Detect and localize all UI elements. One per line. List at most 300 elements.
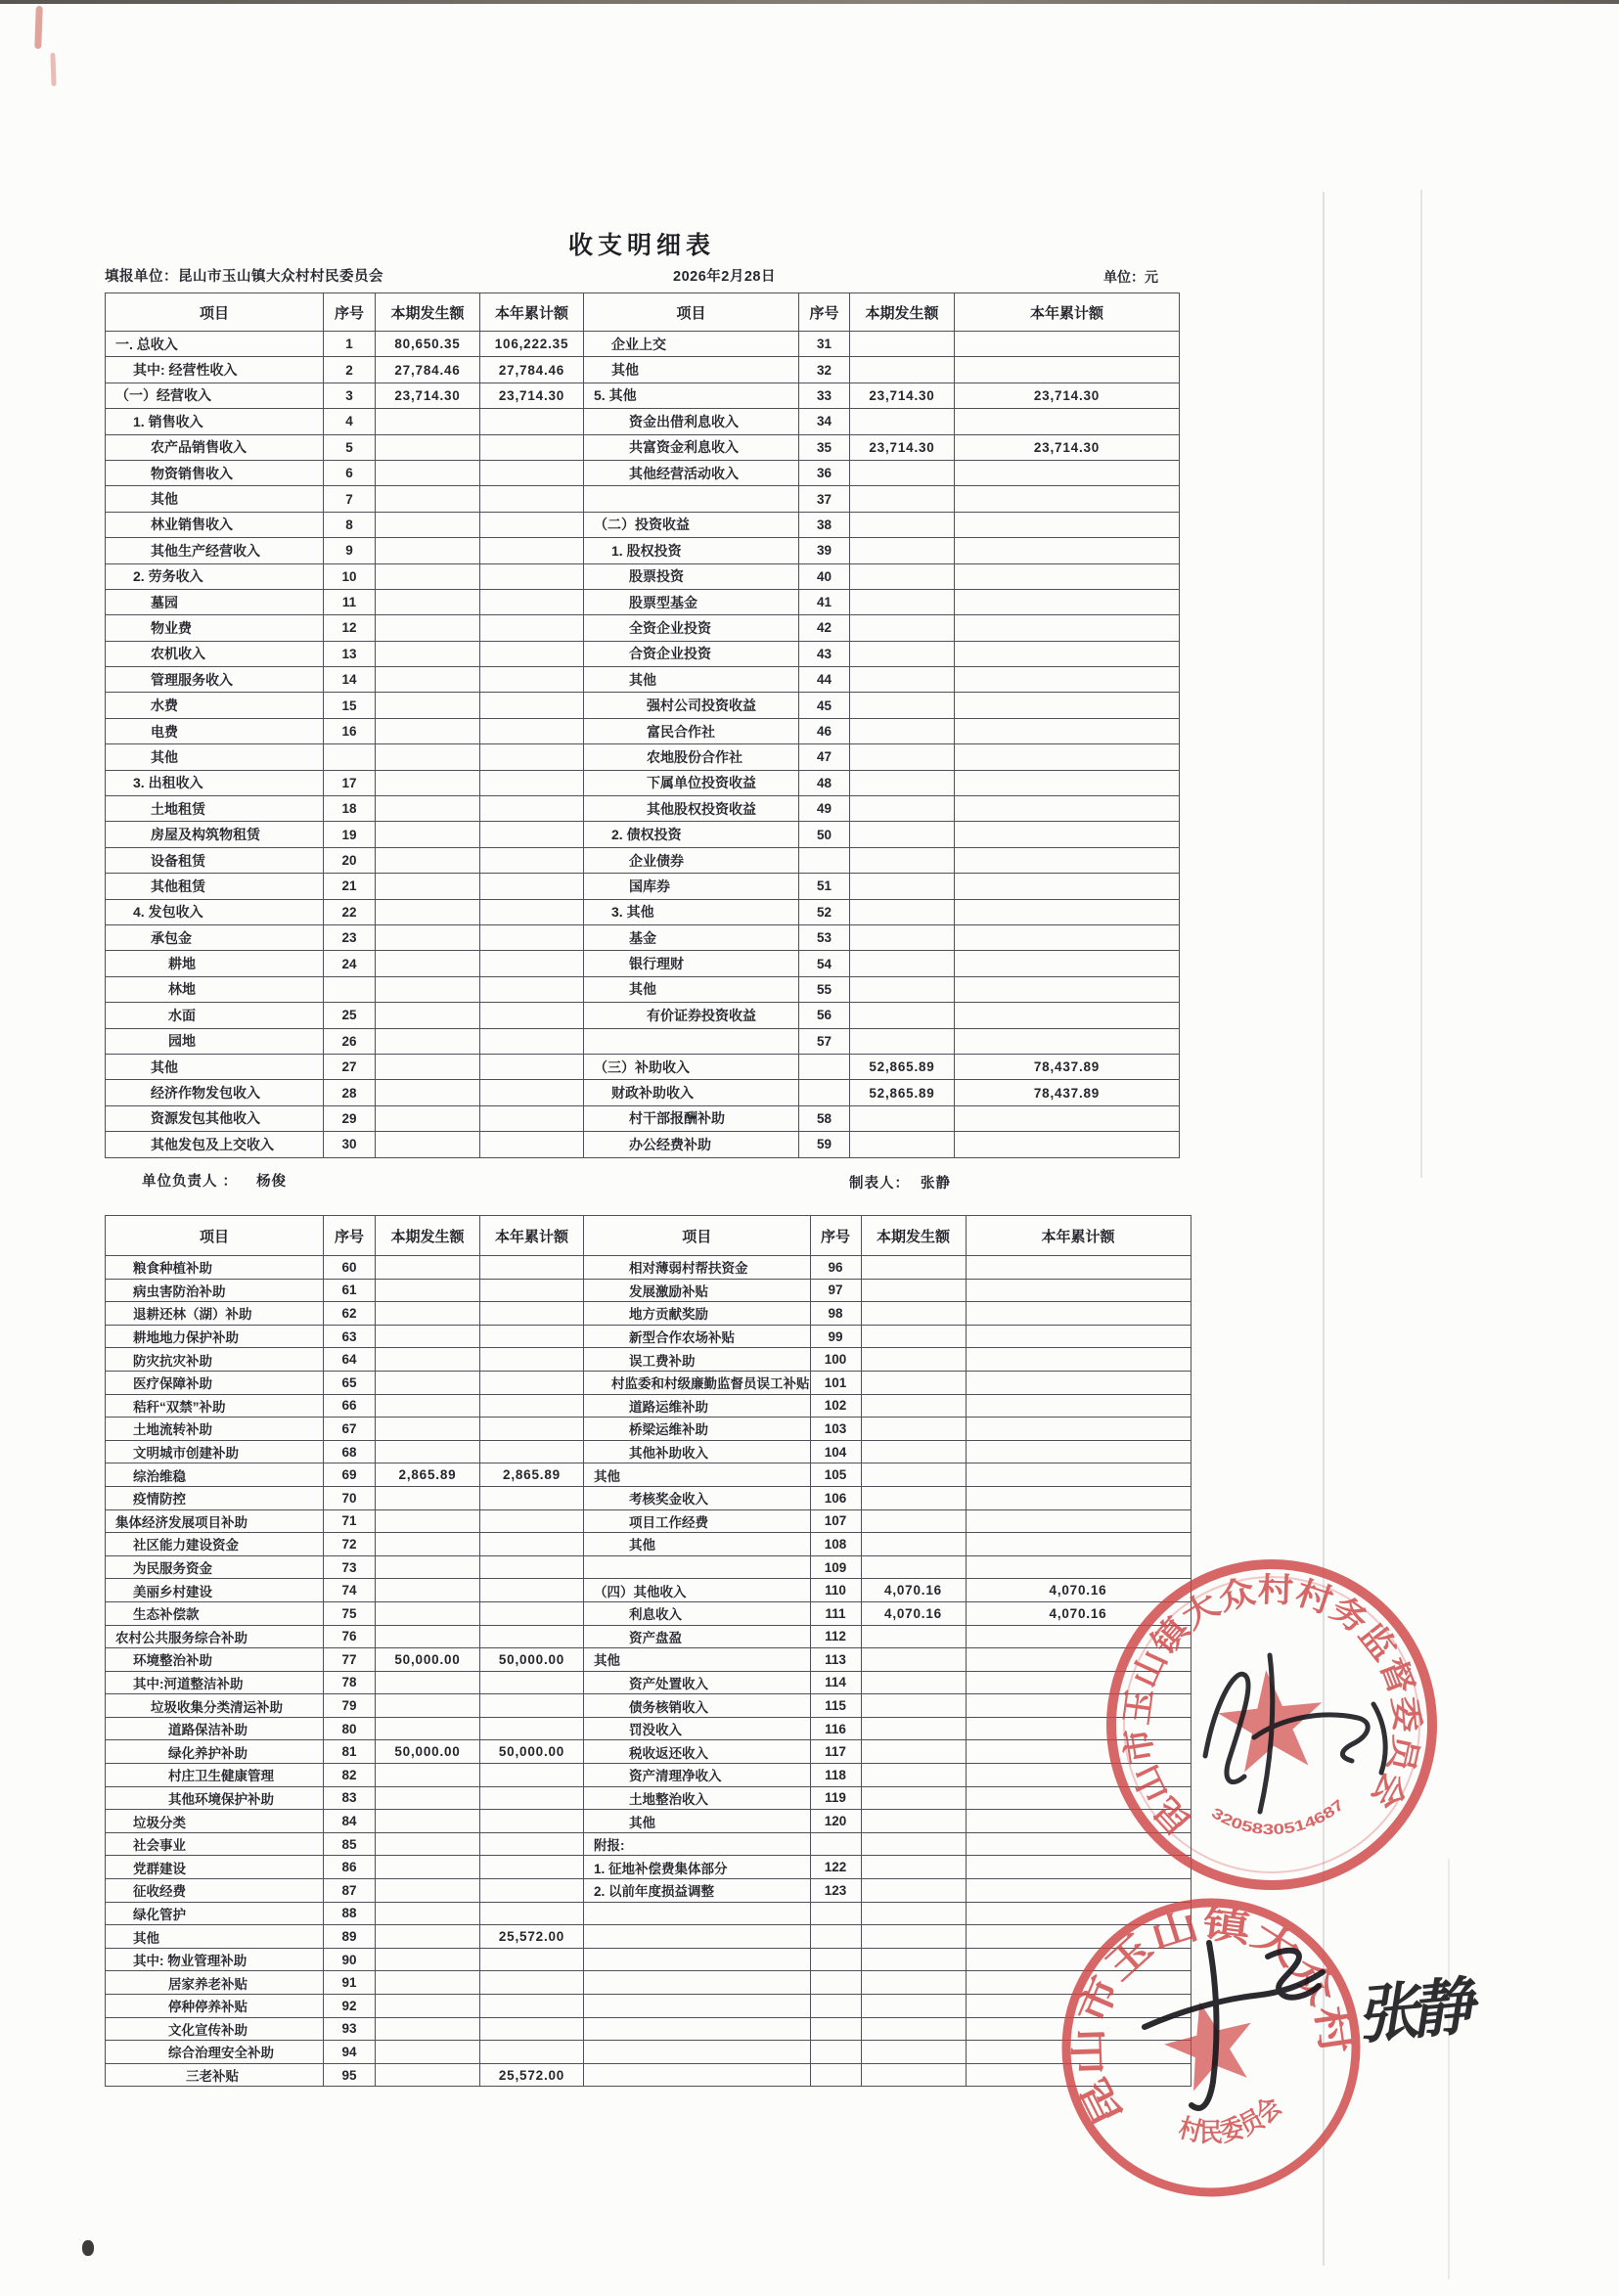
amount-cell: 50,000.00: [376, 1648, 480, 1672]
amount-cell: [966, 1925, 1191, 1949]
amount-cell: [480, 1555, 584, 1579]
table-row: [106, 951, 1180, 976]
amount-cell: [480, 770, 584, 795]
amount-cell: [850, 1132, 955, 1157]
item-cell: 综治维稳: [106, 1463, 324, 1487]
amount-cell: [480, 409, 584, 434]
amount-cell: [376, 1054, 480, 1079]
item-cell: 税收返还收入: [584, 1740, 811, 1764]
amount-cell: [376, 693, 480, 718]
amount-cell: [966, 1533, 1191, 1556]
table-row: [106, 1486, 1192, 1509]
amount-cell: [955, 899, 1180, 924]
table-row: [106, 1764, 1192, 1787]
item-cell: 道路运维补助: [584, 1394, 811, 1418]
amount-cell: [861, 1740, 966, 1764]
amount-cell: [861, 1810, 966, 1833]
amount-cell: 23,714.30: [850, 434, 955, 460]
item-cell: [584, 1948, 811, 1971]
amount-cell: 52,865.89: [850, 1080, 955, 1105]
table-row: [106, 1625, 1192, 1648]
item-cell: 村干部报酬补助: [584, 1105, 799, 1131]
item-cell: 其他: [584, 1463, 811, 1487]
table-row: [106, 486, 1180, 512]
seq-cell: 23: [324, 924, 376, 950]
amount-cell: [850, 951, 955, 976]
table-row: [106, 538, 1180, 563]
amount-cell: 23,714.30: [955, 434, 1180, 460]
item-cell: 农地股份合作社: [584, 744, 799, 770]
responsible-name: 杨俊: [256, 1174, 288, 1190]
item-cell: 其他股权投资收益: [584, 796, 799, 822]
seq-cell: 49: [799, 796, 850, 822]
seq-cell: 11: [324, 589, 376, 614]
amount-cell: [376, 1810, 480, 1833]
table-row: [106, 512, 1180, 537]
item-cell: 其他: [584, 1533, 811, 1556]
amount-cell: [861, 2041, 966, 2064]
seq-cell: 25: [324, 1003, 376, 1028]
item-cell: 文明城市创建补助: [106, 1440, 324, 1463]
item-cell: 附报:: [584, 1832, 811, 1856]
amount-cell: [966, 1740, 1191, 1764]
item-cell: 文化宣传补助: [106, 2017, 324, 2041]
amount-cell: [376, 976, 480, 1002]
item-cell: 土地整治收入: [584, 1786, 811, 1810]
seq-cell: 30: [324, 1132, 376, 1157]
item-cell: 秸秆“双禁”补助: [106, 1394, 324, 1418]
item-cell: 墓园: [106, 589, 324, 614]
seq-cell: 117: [810, 1740, 861, 1764]
amount-cell: [861, 1394, 966, 1418]
seq-cell: 107: [810, 1509, 861, 1533]
amount-cell: [955, 770, 1180, 795]
amount-cell: [850, 924, 955, 950]
item-cell: 垃圾收集分类清运补助: [106, 1694, 324, 1718]
amount-cell: [861, 1671, 966, 1694]
item-cell: [584, 2041, 811, 2064]
amount-cell: [480, 1971, 584, 1995]
seq-cell: [810, 2017, 861, 2041]
amount-cell: [966, 1348, 1191, 1372]
seq-cell: [810, 1948, 861, 1971]
table-row: [106, 1348, 1192, 1372]
item-cell: 企业债券: [584, 847, 799, 873]
amount-cell: [376, 1509, 480, 1533]
item-cell: 财政补助收入: [584, 1080, 799, 1105]
item-cell: 误工费补助: [584, 1348, 811, 1372]
amount-cell: [966, 1648, 1191, 1672]
amount-cell: [861, 1486, 966, 1509]
amount-cell: [955, 589, 1180, 614]
item-cell: （三）补助收入: [584, 1054, 799, 1079]
amount-cell: [966, 2017, 1191, 2041]
amount-cell: [955, 847, 1180, 873]
seq-cell: [324, 744, 376, 770]
item-cell: 绿化管护: [106, 1902, 324, 1925]
seq-cell: 18: [324, 796, 376, 822]
seq-cell: 24: [324, 951, 376, 976]
amount-cell: [850, 874, 955, 899]
amount-cell: [850, 615, 955, 641]
table-row: [106, 434, 1180, 460]
item-cell: 其他: [106, 744, 324, 770]
table-row: [106, 899, 1180, 924]
amount-cell: 4,070.16: [861, 1579, 966, 1602]
red-ink-artifact: [34, 6, 43, 49]
table-row: [106, 1902, 1192, 1925]
item-cell: 其他: [584, 667, 799, 693]
amount-cell: [376, 1925, 480, 1949]
amount-cell: [376, 874, 480, 899]
seq-cell: 122: [810, 1856, 861, 1879]
amount-cell: [480, 744, 584, 770]
seq-cell: 103: [810, 1418, 861, 1441]
amount-cell: [376, 1325, 480, 1348]
item-cell: 1. 征地补偿费集体部分: [584, 1856, 811, 1879]
table-row: [106, 1925, 1192, 1949]
item-cell: 其他经营活动收入: [584, 460, 799, 485]
amount-cell: 27,784.46: [376, 357, 480, 383]
seq-cell: 101: [810, 1371, 861, 1394]
amount-cell: [480, 1003, 584, 1028]
item-cell: （四）其他收入: [584, 1579, 811, 1602]
item-cell: 2. 以前年度损益调整: [584, 1879, 811, 1903]
item-cell: 罚没收入: [584, 1717, 811, 1740]
column-header: 项目: [584, 1216, 811, 1256]
amount-cell: [480, 1080, 584, 1105]
column-header: 项目: [106, 293, 324, 332]
amount-cell: [966, 1786, 1191, 1810]
amount-cell: [861, 1995, 966, 2018]
table-row: [106, 1671, 1192, 1694]
amount-cell: [376, 770, 480, 795]
amount-cell: [480, 693, 584, 718]
seq-cell: 83: [324, 1786, 376, 1810]
amount-cell: [376, 718, 480, 743]
seq-cell: 57: [799, 1028, 850, 1054]
item-cell: 企业上交: [584, 332, 799, 357]
item-cell: 水费: [106, 693, 324, 718]
item-cell: 桥梁运维补助: [584, 1418, 811, 1441]
seq-cell: 50: [799, 822, 850, 847]
amount-cell: [480, 1054, 584, 1079]
item-cell: 其他: [584, 1810, 811, 1833]
amount-cell: [966, 1671, 1191, 1694]
amount-cell: [480, 615, 584, 641]
seq-cell: 114: [810, 1671, 861, 1694]
committee-stamp-bottom-text: 村民委员会: [1175, 2089, 1290, 2148]
amount-cell: [480, 1856, 584, 1879]
amount-cell: [850, 693, 955, 718]
item-cell: 银行理财: [584, 951, 799, 976]
amount-cell: [955, 822, 1180, 847]
amount-cell: [480, 1948, 584, 1971]
table-row: [106, 1948, 1192, 1971]
seq-cell: 42: [799, 615, 850, 641]
column-header: 序号: [324, 293, 376, 332]
amount-cell: [376, 1856, 480, 1879]
seq-cell: 91: [324, 1971, 376, 1995]
table-row: [106, 874, 1180, 899]
amount-cell: [861, 1348, 966, 1372]
item-cell: 党群建设: [106, 1856, 324, 1879]
item-cell: [584, 486, 799, 512]
amount-cell: 27,784.46: [480, 357, 584, 383]
item-cell: 3. 其他: [584, 899, 799, 924]
preparer-label: 制表人：: [849, 1176, 910, 1192]
item-cell: 村监委和村级廉勤监督员误工补贴: [584, 1371, 811, 1394]
seq-cell: 36: [799, 460, 850, 485]
seq-cell: 41: [799, 589, 850, 614]
seq-cell: 8: [324, 512, 376, 537]
amount-cell: 25,572.00: [480, 1925, 584, 1949]
currency-unit-label: 单位：元: [1103, 269, 1158, 285]
amount-cell: 23,714.30: [955, 383, 1180, 408]
income-table-lower: [105, 1215, 1192, 2087]
amount-cell: [376, 1256, 480, 1280]
column-header: 本期发生额: [861, 1216, 966, 1256]
seq-cell: 47: [799, 744, 850, 770]
amount-cell: [861, 1786, 966, 1810]
item-cell: 3. 出租收入: [106, 770, 324, 795]
amount-cell: [480, 1371, 584, 1394]
table-row: [106, 770, 1180, 795]
column-header: 序号: [810, 1216, 861, 1256]
amount-cell: [480, 1105, 584, 1131]
item-cell: 粮食种植补助: [106, 1256, 324, 1280]
table-row: [106, 847, 1180, 873]
amount-cell: [955, 744, 1180, 770]
supervision-stamp-ring-text: 昆山市玉山镇大众村村务监督委员会: [1117, 1571, 1425, 1842]
item-cell: [584, 1925, 811, 1949]
amount-cell: [480, 1717, 584, 1740]
amount-cell: [966, 1971, 1191, 1995]
seq-cell: 81: [324, 1740, 376, 1764]
amount-cell: [861, 1371, 966, 1394]
seq-cell: 53: [799, 924, 850, 950]
seq-cell: 96: [810, 1256, 861, 1280]
seq-cell: [810, 1995, 861, 2018]
item-cell: 其他发包及上交收入: [106, 1132, 324, 1157]
table-row: [106, 1028, 1180, 1054]
seq-cell: 29: [324, 1105, 376, 1131]
amount-cell: [376, 1671, 480, 1694]
amount-cell: [850, 486, 955, 512]
amount-cell: [850, 770, 955, 795]
amount-cell: [480, 589, 584, 614]
table-row: [106, 796, 1180, 822]
item-cell: 考核奖金收入: [584, 1486, 811, 1509]
amount-cell: [376, 1764, 480, 1787]
seq-cell: 15: [324, 693, 376, 718]
item-cell: 2. 债权投资: [584, 822, 799, 847]
amount-cell: [480, 718, 584, 743]
amount-cell: [861, 1256, 966, 1280]
item-cell: 社区能力建设资金: [106, 1533, 324, 1556]
column-header: 本年累计额: [966, 1216, 1191, 1256]
table-row: [106, 2017, 1192, 2041]
seq-cell: 65: [324, 1371, 376, 1394]
amount-cell: [376, 641, 480, 666]
amount-cell: 4,070.16: [861, 1601, 966, 1625]
seq-cell: [799, 1080, 850, 1105]
amount-cell: [480, 1394, 584, 1418]
preparer-line: [849, 1172, 951, 1193]
amount-cell: [480, 2017, 584, 2041]
amount-cell: [966, 2041, 1191, 2064]
item-cell: 一. 总收入: [106, 332, 324, 357]
amount-cell: [376, 589, 480, 614]
seq-cell: 67: [324, 1418, 376, 1441]
amount-cell: [966, 1555, 1191, 1579]
table-row: [106, 1786, 1192, 1810]
table-row: [106, 357, 1180, 383]
amount-cell: [480, 899, 584, 924]
amount-cell: [376, 1832, 480, 1856]
table-row: [106, 409, 1180, 434]
amount-cell: [376, 1948, 480, 1971]
seq-cell: 19: [324, 822, 376, 847]
item-cell: 其他生产经营收入: [106, 538, 324, 563]
item-cell: 病虫害防治补助: [106, 1279, 324, 1302]
seq-cell: 80: [324, 1717, 376, 1740]
amount-cell: [861, 2017, 966, 2041]
seq-cell: 34: [799, 409, 850, 434]
item-cell: [584, 1555, 811, 1579]
item-cell: 债务核销收入: [584, 1694, 811, 1718]
amount-cell: [955, 409, 1180, 434]
svg-text:村民委员会: [1169, 2089, 1291, 2158]
item-cell: 股票型基金: [584, 589, 799, 614]
amount-cell: [850, 822, 955, 847]
seq-cell: 113: [810, 1648, 861, 1672]
amount-cell: [480, 460, 584, 485]
amount-cell: [861, 1418, 966, 1441]
seq-cell: [810, 2063, 861, 2087]
amount-cell: [376, 460, 480, 485]
amount-cell: [376, 1394, 480, 1418]
amount-cell: [966, 1440, 1191, 1463]
item-cell: 经济作物发包收入: [106, 1080, 324, 1105]
item-cell: 其他: [106, 1925, 324, 1949]
item-cell: 其他: [584, 357, 799, 383]
item-cell: 农产品销售收入: [106, 434, 324, 460]
table-row: [106, 2041, 1192, 2064]
amount-cell: [861, 1509, 966, 1533]
table-row: [106, 1555, 1192, 1579]
amount-cell: [861, 1555, 966, 1579]
seq-cell: 105: [810, 1463, 861, 1487]
amount-cell: [376, 486, 480, 512]
amount-cell: [480, 667, 584, 693]
amount-cell: [376, 667, 480, 693]
amount-cell: [480, 874, 584, 899]
table-row: [106, 1418, 1192, 1441]
seq-cell: 44: [799, 667, 850, 693]
item-cell: 退耕还林（湖）补助: [106, 1302, 324, 1326]
responsible-label: 单位负责人 ：: [142, 1174, 239, 1190]
item-cell: 疫情防控: [106, 1486, 324, 1509]
amount-cell: [861, 1279, 966, 1302]
column-header: 本年累计额: [955, 293, 1180, 332]
table-row: [106, 1533, 1192, 1556]
amount-cell: [376, 951, 480, 976]
amount-cell: [966, 1325, 1191, 1348]
amount-cell: [850, 460, 955, 485]
item-cell: 生态补偿款: [106, 1601, 324, 1625]
scan-edge-artifact: [0, 0, 1619, 4]
item-cell: 承包金: [106, 924, 324, 950]
amount-cell: [966, 1463, 1191, 1487]
amount-cell: [480, 1533, 584, 1556]
amount-cell: [966, 1902, 1191, 1925]
seq-cell: 26: [324, 1028, 376, 1054]
item-cell: 林地: [106, 976, 324, 1002]
column-header: 序号: [324, 1216, 376, 1256]
amount-cell: [376, 1302, 480, 1326]
seq-cell: 104: [810, 1440, 861, 1463]
amount-cell: [376, 1371, 480, 1394]
amount-cell: [966, 1948, 1191, 1971]
amount-cell: [861, 1325, 966, 1348]
amount-cell: [480, 847, 584, 873]
seq-cell: 88: [324, 1902, 376, 1925]
amount-cell: [861, 1925, 966, 1949]
amount-cell: [955, 874, 1180, 899]
amount-cell: [850, 409, 955, 434]
amount-cell: 80,650.35: [376, 332, 480, 357]
item-cell: 垃圾分类: [106, 1810, 324, 1833]
table-row: [106, 1463, 1192, 1487]
table-row: [106, 460, 1180, 485]
seq-cell: 75: [324, 1601, 376, 1625]
amount-cell: [480, 1302, 584, 1326]
amount-cell: [376, 1579, 480, 1602]
amount-cell: [376, 899, 480, 924]
seq-cell: 62: [324, 1302, 376, 1326]
amount-cell: [376, 847, 480, 873]
item-cell: 办公经费补助: [584, 1132, 799, 1157]
amount-cell: [480, 1348, 584, 1372]
table-row: [106, 822, 1180, 847]
item-cell: 村庄卫生健康管理: [106, 1764, 324, 1787]
seq-cell: 100: [810, 1348, 861, 1372]
seq-cell: 90: [324, 1948, 376, 1971]
amount-cell: [955, 667, 1180, 693]
seq-cell: 22: [324, 899, 376, 924]
amount-cell: 106,222.35: [480, 332, 584, 357]
seq-cell: 64: [324, 1348, 376, 1372]
amount-cell: [376, 1995, 480, 2018]
seq-cell: [810, 1971, 861, 1995]
table-row: [106, 667, 1180, 693]
seq-cell: 4: [324, 409, 376, 434]
income-table-upper: [105, 293, 1180, 1158]
amount-cell: [861, 1971, 966, 1995]
item-cell: 新型合作农场补贴: [584, 1325, 811, 1348]
column-header: 本期发生额: [850, 293, 955, 332]
amount-cell: [480, 1832, 584, 1856]
amount-cell: 4,070.16: [966, 1579, 1191, 1602]
amount-cell: [376, 1440, 480, 1463]
table-row: [106, 693, 1180, 718]
amount-cell: [376, 563, 480, 589]
seq-cell: 71: [324, 1509, 376, 1533]
item-cell: 基金: [584, 924, 799, 950]
seq-cell: 93: [324, 2017, 376, 2041]
amount-cell: [850, 847, 955, 873]
